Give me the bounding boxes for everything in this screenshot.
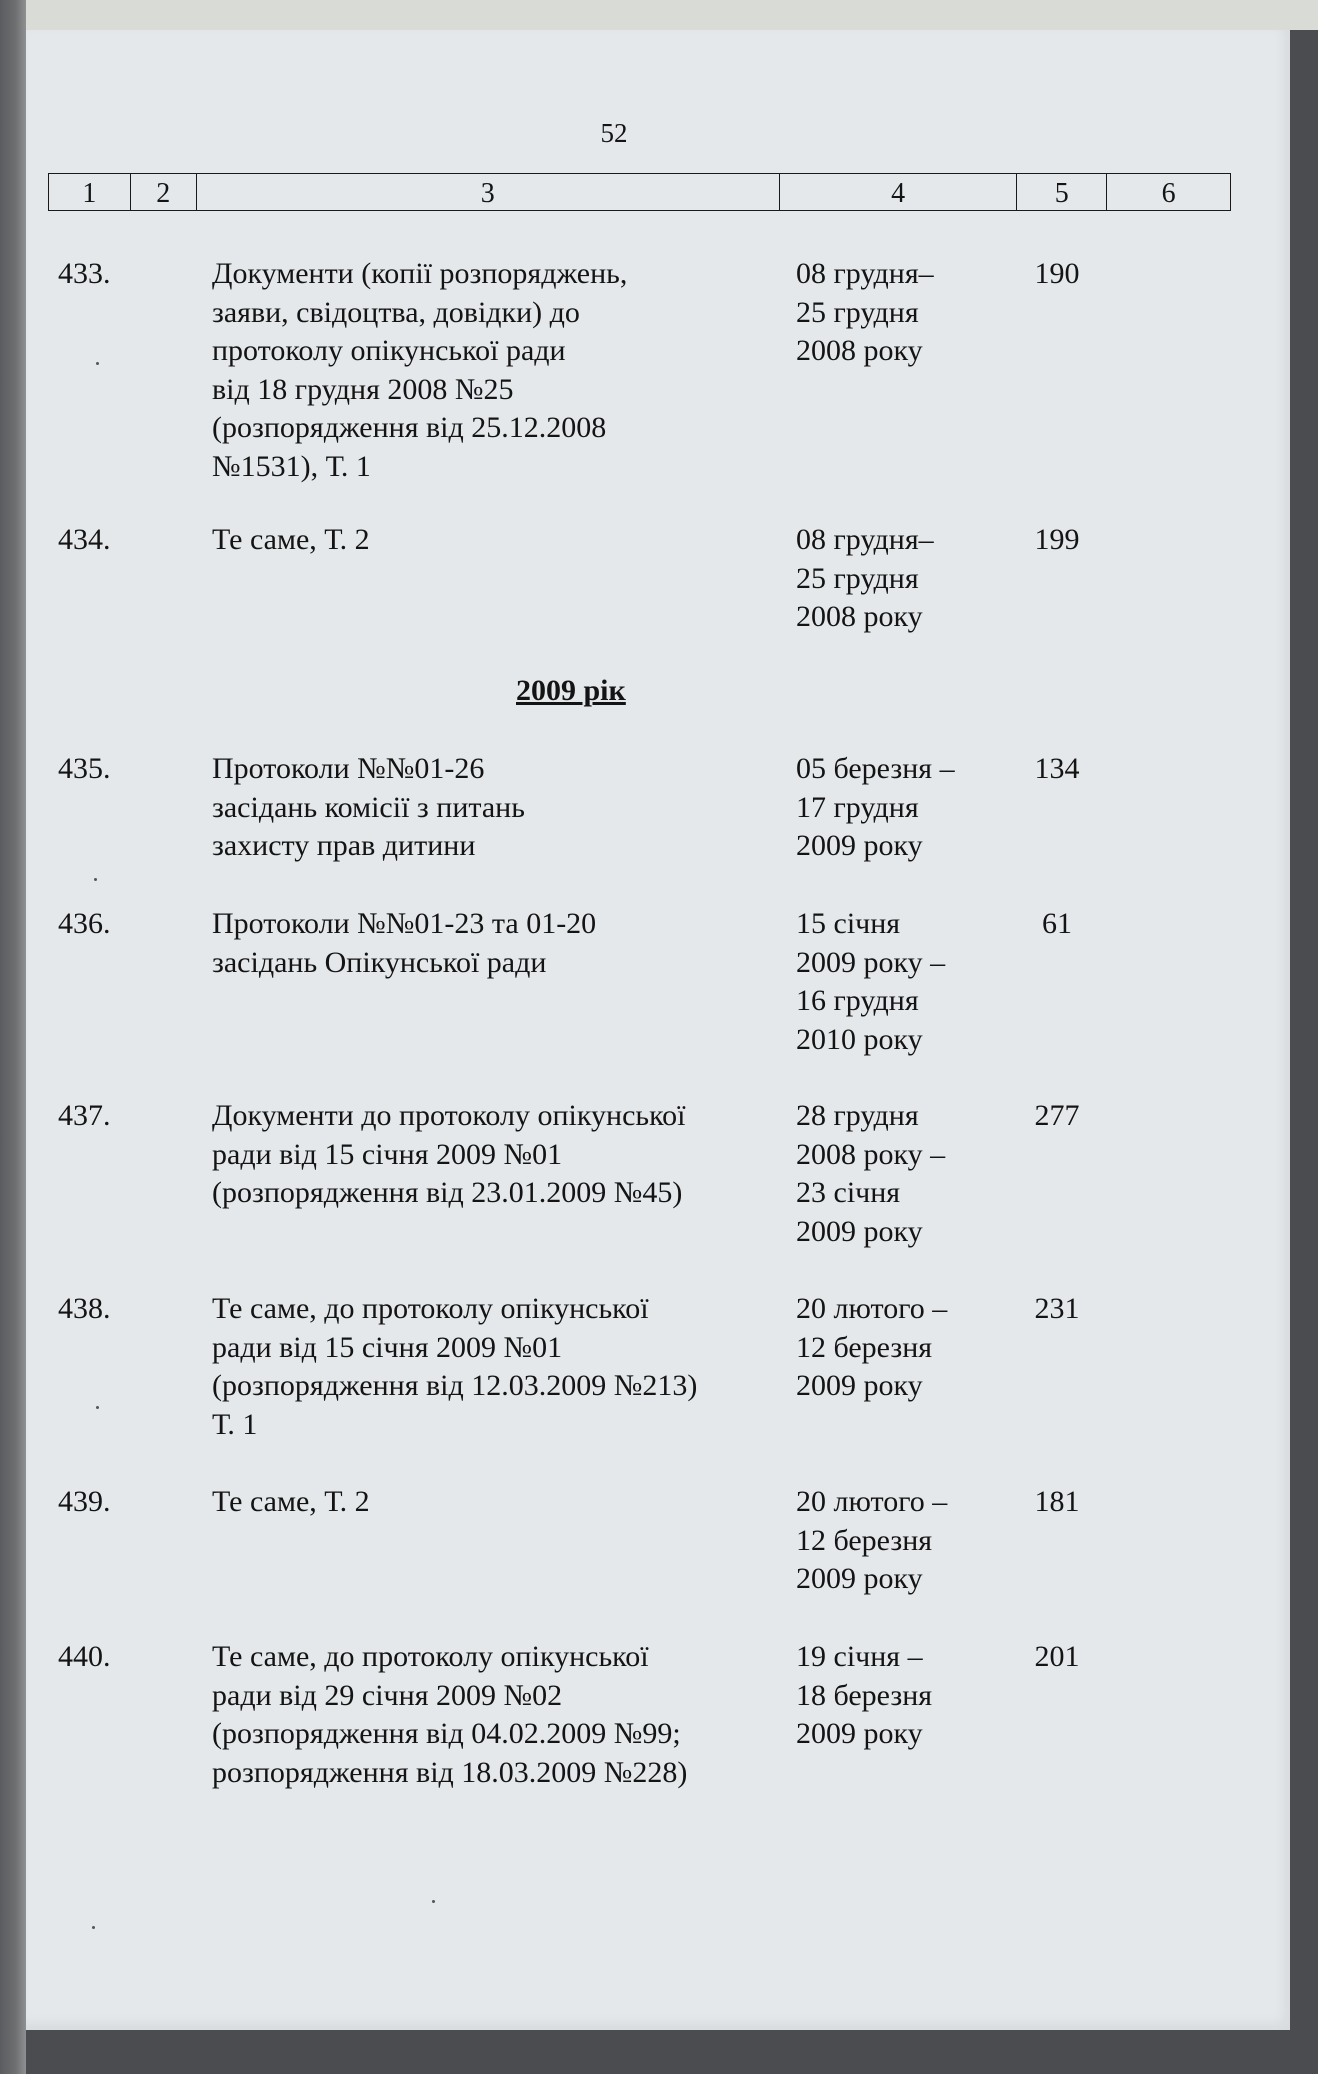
entry-sheet-count: 199 xyxy=(1034,523,1080,556)
binding-edge xyxy=(0,0,26,2074)
column-header-6: 6 xyxy=(1161,178,1176,209)
entry-title: Те саме, до протоколу опікунської ради від 15 січня 2009 №01 (розпорядження від 12.03.2009 №213) Т. 1 xyxy=(212,1292,698,1441)
entry-sheet-count: 61 xyxy=(1042,907,1072,940)
document-page xyxy=(26,30,1290,2030)
entry-title: Те саме, Т. 2 xyxy=(212,523,370,556)
page-number: 52 xyxy=(600,118,628,148)
entry-number: 439. xyxy=(58,1485,111,1518)
scan-speck xyxy=(94,878,97,881)
entry-sheet-count: 190 xyxy=(1034,257,1080,290)
entry-number: 437. xyxy=(58,1099,111,1132)
column-header-3: 3 xyxy=(197,174,780,210)
entry-dates: 20 лютого – 12 березня 2009 року xyxy=(796,1485,948,1595)
column-header-2: 2 xyxy=(131,174,197,210)
entry-title: Документи (копії розпоряджень, заяви, свідоцтва, довідки) до протоколу опікунської ради від 18 грудня 2008 №25 (розпорядження від 25.12.2008 №1531), Т. 1 xyxy=(212,257,628,483)
entry-title: Документи до протоколу опікунської ради від 15 січня 2009 №01 (розпорядження від 23.01.2009 №45) xyxy=(212,1099,686,1209)
column-header-5: 5 xyxy=(1017,174,1107,210)
entry-dates: 28 грудня 2008 року – 23 січня 2009 року xyxy=(796,1099,946,1248)
scanner-background-top xyxy=(0,0,1318,30)
entry-dates: 20 лютого – 12 березня 2009 року xyxy=(796,1292,948,1402)
entry-number: 438. xyxy=(58,1292,111,1325)
entry-sheet-count: 277 xyxy=(1034,1099,1080,1132)
entry-dates: 19 січня – 18 березня 2009 року xyxy=(796,1640,933,1750)
entry-number: 436. xyxy=(58,907,111,940)
entry-title: Протоколи №№01-23 та 01-20 засідань Опікунської ради xyxy=(212,907,597,979)
column-header-4: 4 xyxy=(780,174,1018,210)
scan-speck xyxy=(96,362,99,365)
entry-dates: 15 січня 2009 року – 16 грудня 2010 року xyxy=(796,907,946,1056)
scan-speck xyxy=(96,1406,99,1409)
entry-number: 435. xyxy=(58,752,111,785)
entry-dates: 08 грудня– 25 грудня 2008 року xyxy=(796,257,934,367)
entry-sheet-count: 201 xyxy=(1034,1640,1080,1673)
entry-number: 433. xyxy=(58,257,111,290)
entry-dates: 05 березня – 17 грудня 2009 року xyxy=(796,752,955,862)
entry-title: Те саме, до протоколу опікунської ради від 29 січня 2009 №02 (розпорядження від 04.02.2009 №99; розпорядження від 18.03.2009 №228) xyxy=(212,1640,688,1789)
scan-speck xyxy=(432,1900,435,1903)
entry-title: Протоколи №№01-26 засідань комісії з питань захисту прав дитини xyxy=(212,752,525,862)
entry-number: 440. xyxy=(58,1640,111,1673)
entry-number: 434. xyxy=(58,523,111,556)
scan-speck xyxy=(92,1926,95,1929)
entry-title: Те саме, Т. 2 xyxy=(212,1485,370,1518)
column-header-table xyxy=(48,173,1231,211)
entry-sheet-count: 181 xyxy=(1034,1485,1080,1518)
year-section-heading: 2009 рік xyxy=(516,674,626,707)
entry-sheet-count: 134 xyxy=(1034,752,1080,785)
entry-dates: 08 грудня– 25 грудня 2008 року xyxy=(796,523,934,633)
entry-sheet-count: 231 xyxy=(1034,1292,1080,1325)
column-header-1: 1 xyxy=(49,174,131,210)
